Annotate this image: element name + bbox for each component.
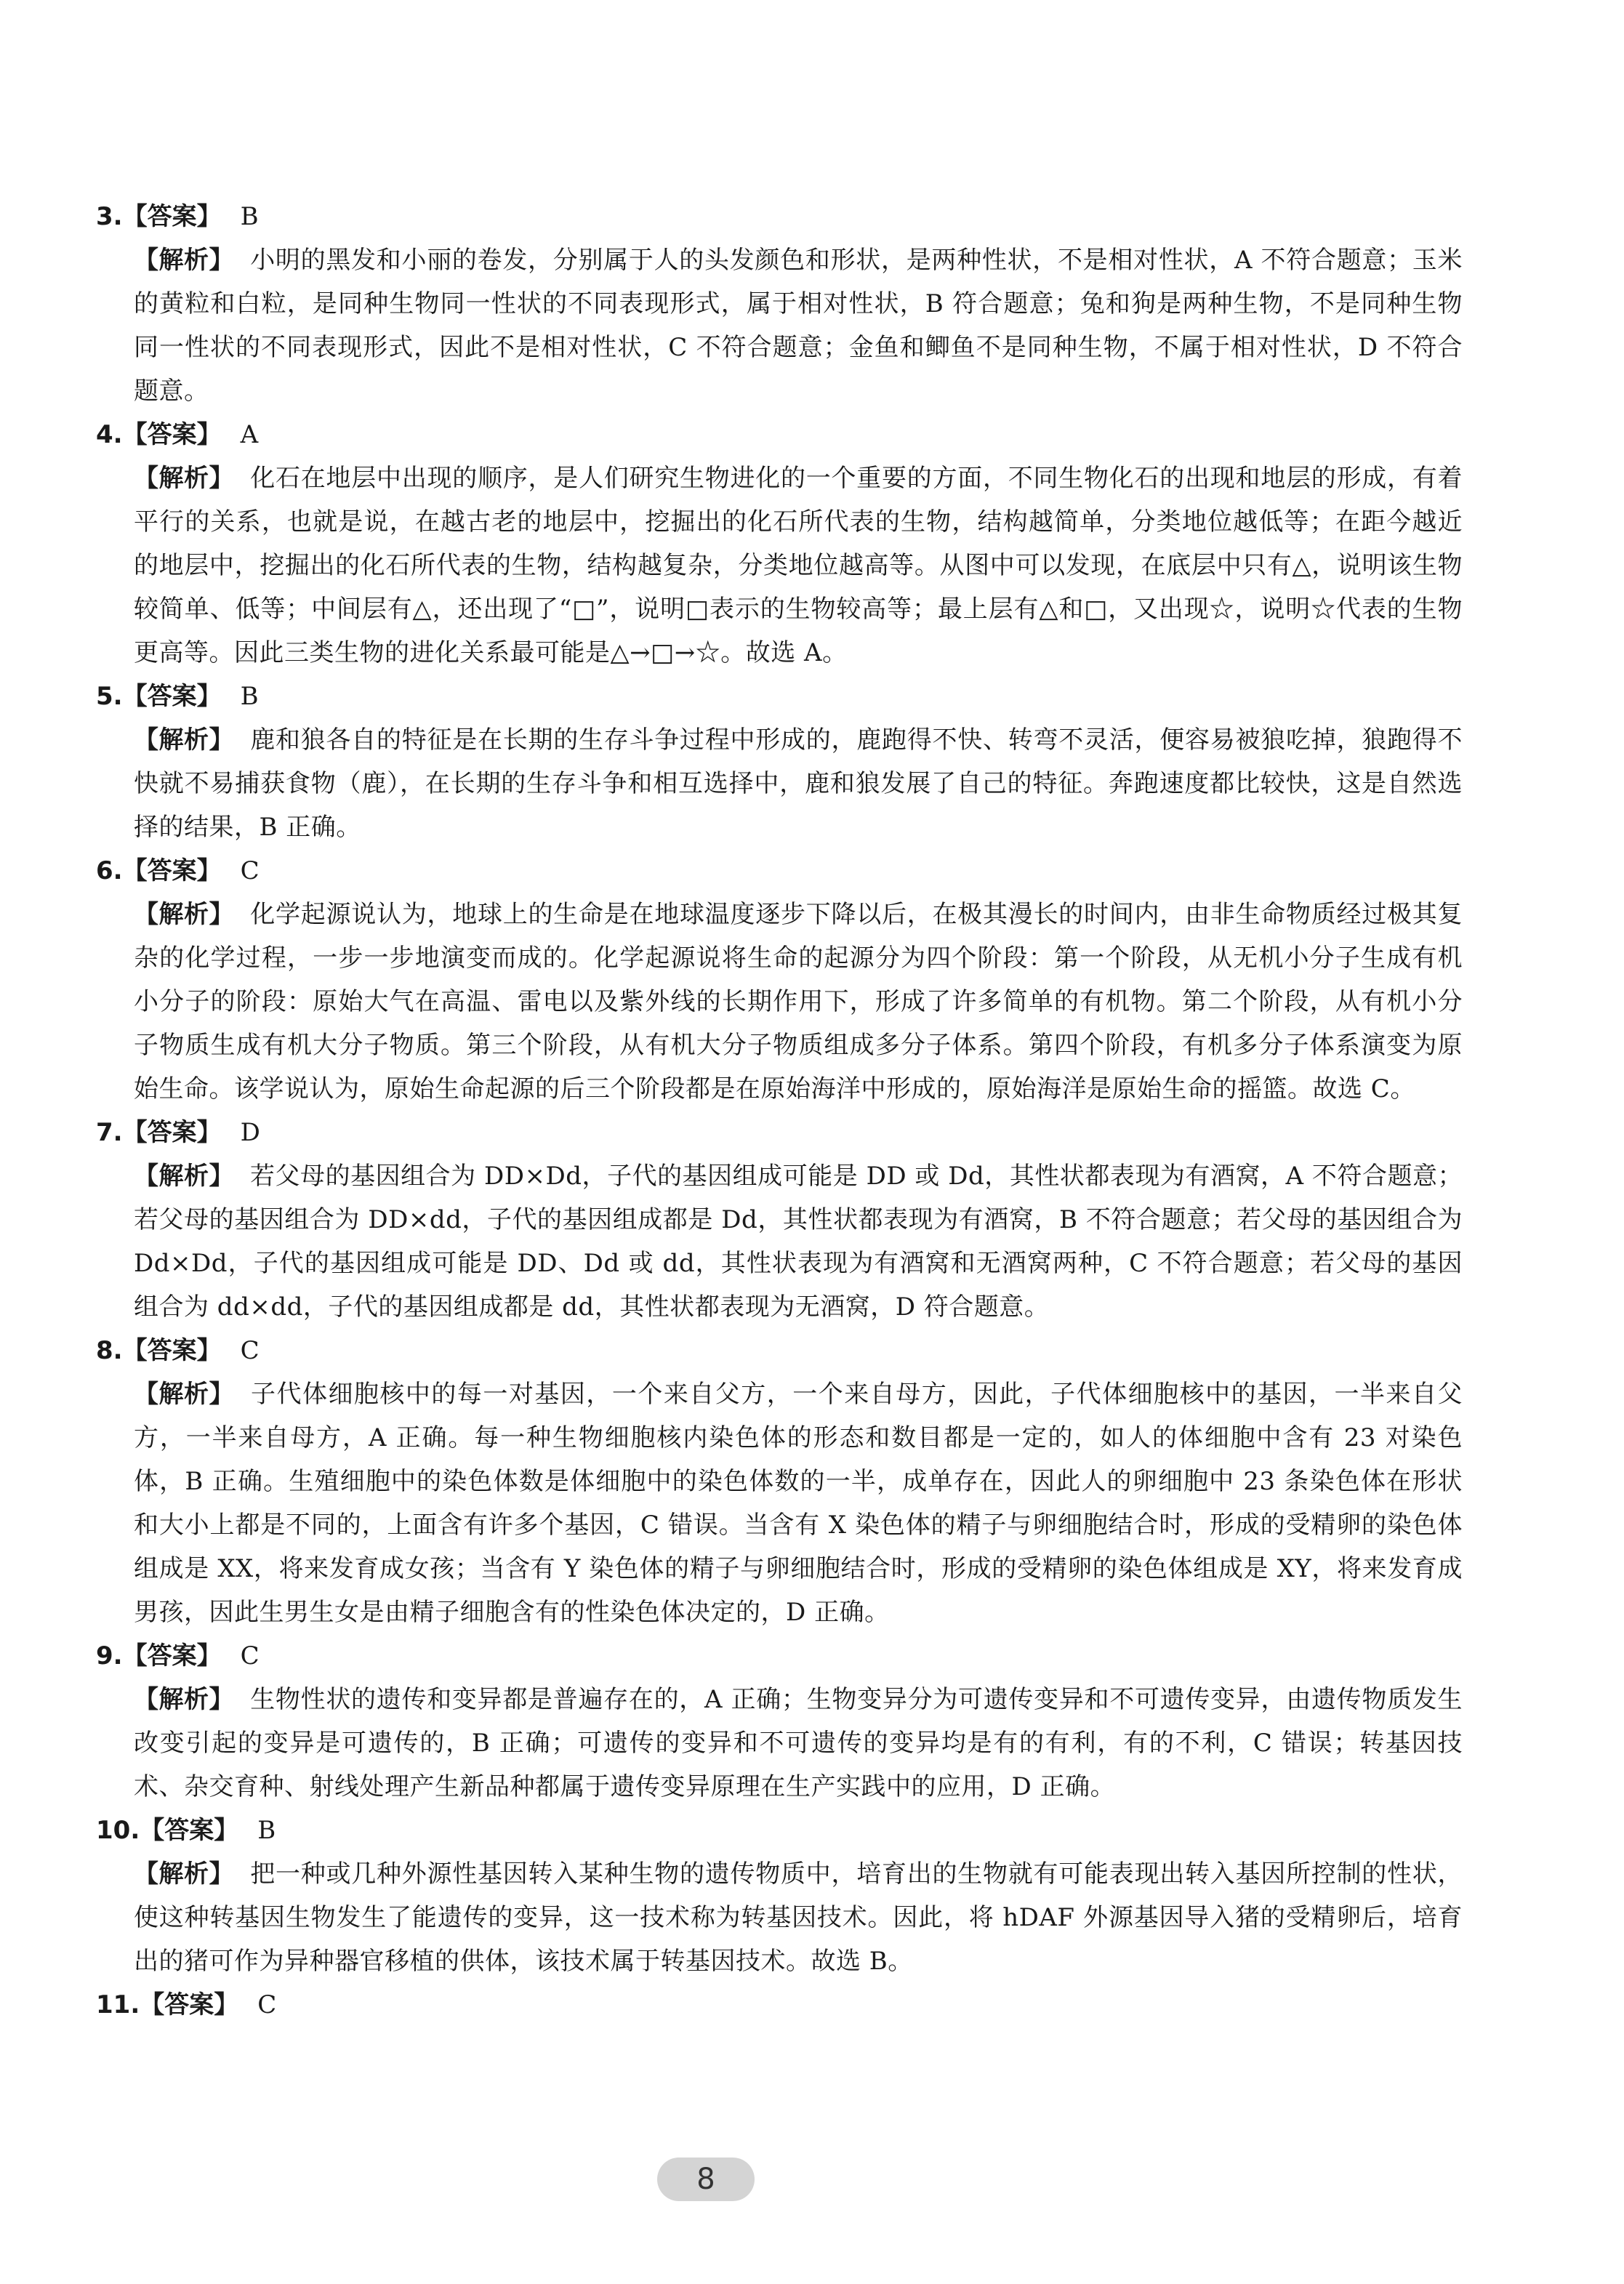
- question-number: 10.: [96, 1816, 140, 1845]
- answer-line: [96, 1983, 1463, 2027]
- analysis-paragraph: [134, 1852, 1463, 1983]
- answer-value: B: [240, 202, 259, 231]
- analysis-paragraph: [134, 1678, 1463, 1809]
- page-number-badge: [657, 2158, 755, 2201]
- analysis-text: 生物性状的遗传和变异都是普遍存在的，A 正确；生物变异分为可遗传变异和不可遗传变异，由遗传物质发生改变引起的变异是可遗传的，B 正确；可遗传的变异和不可遗传的变异均是有的有利，有的不利，C 错误；转基因技术、杂交育种、射线处理产生新品种都属于遗传变异原理在生产实践中的应用，D 正确。: [134, 1685, 1463, 1801]
- analysis-text: 若父母的基因组合为 DD×Dd，子代的基因组成可能是 DD 或 Dd，其性状都表现为有酒窝，A 不符合题意；若父母的基因组合为 DD×dd，子代的基因组成都是 Dd，其性状都表现为有酒窝，B 不符合题意；若父母的基因组合为 Dd×Dd，子代的基因组成可能是 DD、Dd 或 dd，其性状表现为有酒窝和无酒窝两种，C 不符合题意；若父母的基因组合为 dd×dd，子代的基因组成都是 dd，其性状都表现为无酒窝，D 符合题意。: [134, 1162, 1463, 1322]
- question-number: 5.: [96, 682, 123, 711]
- answer-line: [96, 675, 1463, 718]
- analysis-text: 化石在地层中出现的顺序，是人们研究生物进化的一个重要的方面，不同生物化石的出现和地层的形成，有着平行的关系，也就是说，在越古老的地层中，挖掘出的化石所代表的生物，结构越简单，分类地位越低等；在距今越近的地层中，挖掘出的化石所代表的生物，结构越复杂，分类地位越高等。从图中可以发现，在底层中只有△，说明该生物较简单、低等；中间层有△，还出现了“□”，说明□表示的生物较高等；最上层有△和□，又出现☆，说明☆代表的生物更高等。因此三类生物的进化关系最可能是△→□→☆。故选 A。: [134, 464, 1463, 667]
- analysis-paragraph: [134, 1154, 1463, 1329]
- analysis-tag: 【解析】: [134, 900, 234, 929]
- answer-line: [96, 1111, 1463, 1154]
- answer-line: [96, 1329, 1463, 1372]
- answer-content: [96, 195, 1463, 2027]
- question-number: 7.: [96, 1118, 123, 1147]
- question-number: 8.: [96, 1336, 123, 1365]
- analysis-paragraph: [134, 238, 1463, 413]
- analysis-text: 鹿和狼各自的特征是在长期的生存斗争过程中形成的，鹿跑得不快、转弯不灵活，便容易被狼吃掉，狼跑得不快就不易捕获食物（鹿），在长期的生存斗争和相互选择中，鹿和狼发展了自己的特征。奔跑速度都比较快，这是自然选择的结果，B 正确。: [134, 725, 1463, 842]
- analysis-paragraph: [134, 718, 1463, 849]
- analysis-tag: 【解析】: [134, 1859, 234, 1889]
- answer-line: [96, 195, 1463, 238]
- answer-value: C: [240, 856, 260, 885]
- question-item: [96, 675, 1463, 849]
- question-item: [96, 1634, 1463, 1809]
- question-number: 11.: [96, 1990, 140, 2019]
- answer-value: B: [240, 682, 259, 711]
- answer-tag: 【答案】: [122, 682, 222, 711]
- question-item: [96, 413, 1463, 675]
- answer-line: [96, 1809, 1463, 1852]
- question-number: 6.: [96, 856, 123, 885]
- answer-tag: 【答案】: [122, 1336, 222, 1365]
- answer-line: [96, 413, 1463, 457]
- analysis-text: 子代体细胞核中的每一对基因，一个来自父方，一个来自母方，因此，子代体细胞核中的基因，一半来自父方，一半来自母方，A 正确。每一种生物细胞核内染色体的形态和数目都是一定的，如人的体细胞中含有 23 对染色体，B 正确。生殖细胞中的染色体数是体细胞中的染色体数的一半，成单存在，因此人的卵细胞中 23 条染色体在形状和大小上都是不同的，上面含有许多个基因，C 错误。当含有 X 染色体的精子与卵细胞结合时，形成的受精卵的染色体组成是 XX，将来发育成女孩；当含有 Y 染色体的精子与卵细胞结合时，形成的受精卵的染色体组成是 XY，将来发育成男孩，因此生男生女是由精子细胞含有的性染色体决定的，D 正确。: [134, 1380, 1463, 1627]
- question-number: 4.: [96, 420, 123, 449]
- analysis-text: 化学起源说认为，地球上的生命是在地球温度逐步下降以后，在极其漫长的时间内，由非生命物质经过极其复杂的化学过程，一步一步地演变而成的。化学起源说将生命的起源分为四个阶段：第一个阶段，从无机小分子生成有机小分子的阶段：原始大气在高温、雷电以及紫外线的长期作用下，形成了许多简单的有机物。第二个阶段，从有机小分子物质生成有机大分子物质。第三个阶段，从有机大分子物质组成多分子体系。第四个阶段，有机多分子体系演变为原始生命。该学说认为，原始生命起源的后三个阶段都是在原始海洋中形成的，原始海洋是原始生命的摇篮。故选 C。: [134, 900, 1463, 1103]
- answer-tag: 【答案】: [122, 202, 222, 231]
- answer-value: C: [257, 1990, 277, 2019]
- question-item: [96, 1329, 1463, 1634]
- answer-tag: 【答案】: [122, 420, 222, 449]
- question-item: [96, 1111, 1463, 1329]
- analysis-tag: 【解析】: [134, 1162, 234, 1191]
- answer-tag: 【答案】: [122, 1641, 222, 1670]
- analysis-tag: 【解析】: [134, 725, 234, 755]
- question-number: 9.: [96, 1641, 123, 1670]
- analysis-text: 把一种或几种外源性基因转入某种生物的遗传物质中，培育出的生物就有可能表现出转入基因所控制的性状，使这种转基因生物发生了能遗传的变异，这一技术称为转基因技术。因此，将 hDAF 外源基因导入猪的受精卵后，培育出的猪可作为异种器官移植的供体，该技术属于转基因技术。故选 B。: [134, 1859, 1463, 1976]
- analysis-paragraph: [134, 1372, 1463, 1634]
- answer-tag: 【答案】: [140, 1990, 239, 2019]
- analysis-text: 小明的黑发和小丽的卷发，分别属于人的头发颜色和形状，是两种性状，不是相对性状，A 不符合题意；玉米的黄粒和白粒，是同种生物同一性状的不同表现形式，属于相对性状，B 符合题意；兔和狗是两种生物，不是同种生物同一性状的不同表现形式，因此不是相对性状，C 不符合题意；金鱼和鲫鱼不是同种生物，不属于相对性状，D 不符合题意。: [134, 246, 1463, 406]
- answer-value: A: [240, 420, 259, 449]
- answer-tag: 【答案】: [122, 1118, 222, 1147]
- answer-value: C: [240, 1336, 260, 1365]
- answer-line: [96, 849, 1463, 893]
- answer-value: C: [240, 1641, 260, 1670]
- question-number: 3.: [96, 202, 123, 231]
- answer-tag: 【答案】: [122, 856, 222, 885]
- answer-tag: 【答案】: [140, 1816, 239, 1845]
- page-number: 8: [696, 2163, 715, 2196]
- answer-value: B: [257, 1816, 276, 1845]
- analysis-paragraph: [134, 893, 1463, 1111]
- question-item: [96, 849, 1463, 1111]
- analysis-tag: 【解析】: [134, 1685, 234, 1714]
- question-item: [96, 1809, 1463, 1983]
- analysis-tag: 【解析】: [134, 464, 234, 493]
- analysis-tag: 【解析】: [134, 1380, 234, 1409]
- analysis-paragraph: [134, 457, 1463, 675]
- question-item: [96, 195, 1463, 413]
- answer-value: D: [240, 1118, 260, 1147]
- answer-line: [96, 1634, 1463, 1678]
- analysis-tag: 【解析】: [134, 246, 234, 275]
- question-item: [96, 1983, 1463, 2027]
